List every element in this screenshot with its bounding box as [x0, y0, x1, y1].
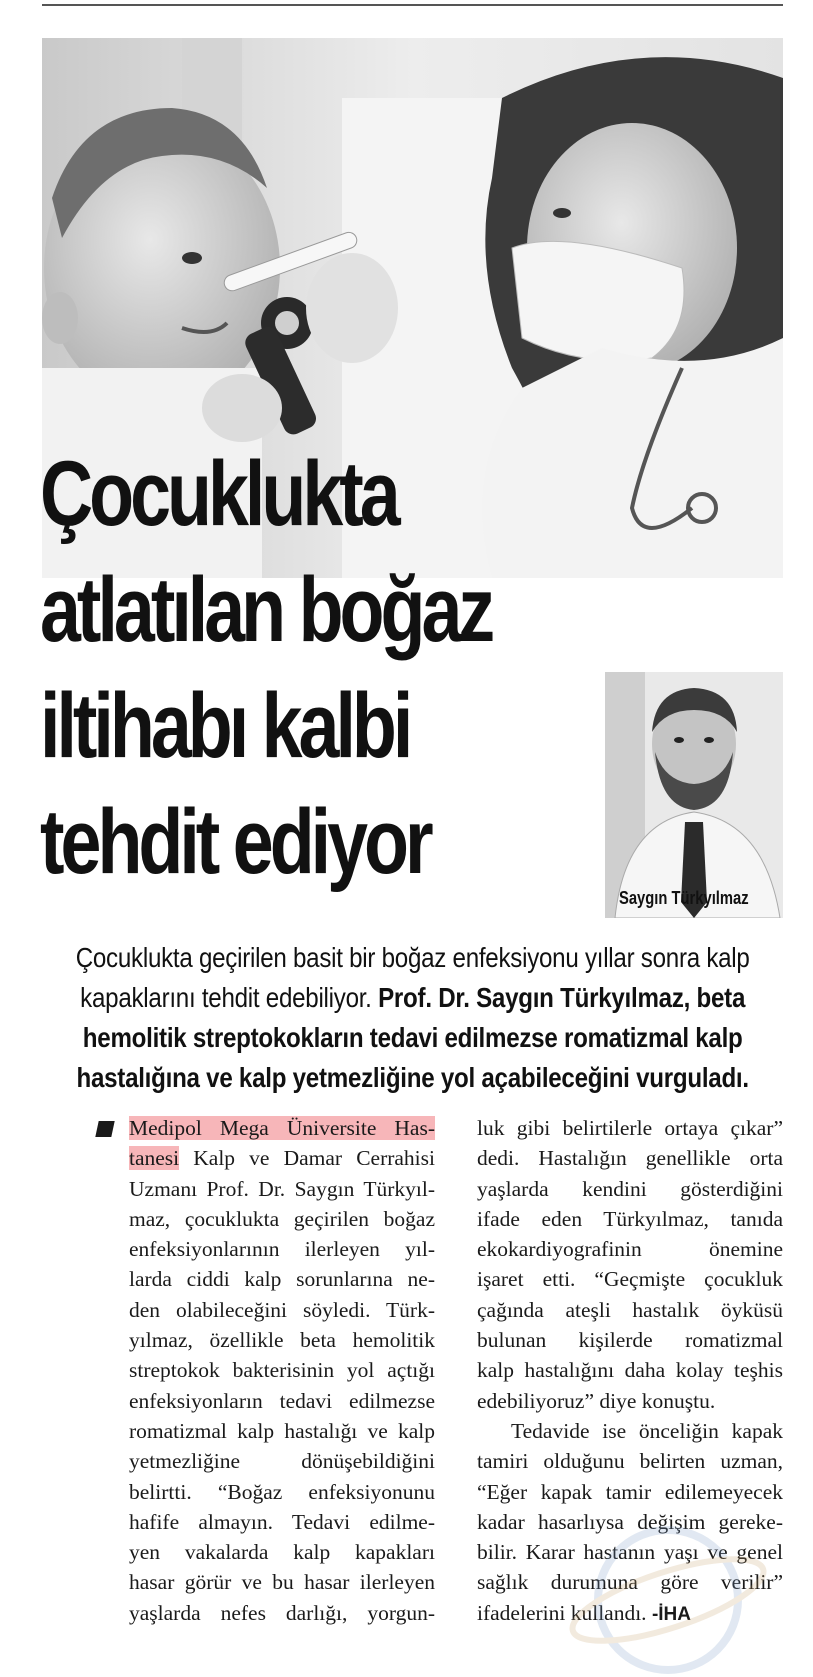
lead-line-4-bold: hastalığına ve kalp yetmezliğine yol açabileceğini vurguladı. — [76, 1062, 749, 1093]
headline — [40, 436, 660, 900]
body-column-left — [129, 1113, 435, 1628]
headline-line-2: atlatılan boğaz — [40, 559, 492, 661]
highlighted-text: tanesi — [129, 1146, 180, 1171]
body-line: yetmezliğine dönüşebildiğini — [129, 1449, 435, 1474]
agency-credit: -İHA — [651, 1603, 691, 1625]
body-line: kadar hasarlıysa değişim gereke- — [477, 1509, 783, 1534]
body-line: tamiri olduğunu belirten uzman, — [477, 1449, 783, 1474]
body-line: yaşlarda kendini gösterdiğini — [477, 1176, 783, 1201]
headline-line-4: tehdit ediyor — [40, 791, 430, 893]
body-line: hafife almayın. Tedavi edilme- — [129, 1509, 435, 1534]
body-line: çağında ateşli hastalık öyküsü — [477, 1297, 783, 1322]
lead-line-3 — [42, 1018, 783, 1058]
body-line: kalp hastalığını daha kolay teşhis — [477, 1358, 783, 1383]
body-line: belirtti. “Boğaz enfeksiyonunu — [129, 1479, 435, 1504]
body-line: romatizmal kalp hastalığı ve kalp — [129, 1418, 435, 1443]
body-text: Kalp ve Damar Cerrahisi — [179, 1146, 435, 1171]
body-line: den olabileceğini söyledi. Türk- — [129, 1297, 435, 1322]
body-line: ifade eden Türkyılmaz, tanıda — [477, 1206, 783, 1231]
body-line: luk gibi belirtilerle ortaya çıkar” — [477, 1116, 783, 1140]
body-line: dedi. Hastalığın genellikle orta — [477, 1146, 783, 1171]
lead-line-3-bold: hemolitik streptokokların tedavi edilmezse romatizmal kalp — [82, 1022, 743, 1053]
body-line: larda ciddi kalp sorunlarına ne- — [129, 1267, 435, 1292]
body-text: ifadelerini kullandı. — [477, 1600, 652, 1625]
lead-line-1: Çocuklukta geçirilen basit bir boğaz enfeksiyonu yıllar sonra kalp — [75, 942, 750, 973]
highlighted-text: Medipol Mega Üniversite Has- — [129, 1116, 435, 1140]
body-line: “Eğer kapak tamir edilemeyecek — [477, 1479, 783, 1504]
body-line — [129, 1143, 435, 1173]
body-line — [129, 1113, 435, 1143]
body-line: enfeksiyonlarının ilerleyen yıl- — [129, 1237, 435, 1262]
body-line: Tedavide ise önceliğin kapak — [511, 1418, 783, 1443]
lead-line-2-normal: kapaklarını tehdit edebiliyor. — [80, 982, 379, 1013]
globe-watermark-icon — [558, 1505, 768, 1675]
body-line: ekokardiyografinin önemine — [477, 1237, 783, 1262]
body-line: bilir. Karar hastanın yaşı ve genel — [477, 1540, 783, 1565]
lead-line-2-bold: Prof. Dr. Saygın Türkyılmaz, beta — [378, 982, 746, 1013]
paragraph-bullet-icon — [95, 1121, 114, 1137]
lead-line-2 — [42, 978, 783, 1018]
body-line: bulunan kişilerde romatizmal — [477, 1328, 783, 1353]
body-line: yaşlarda nefes darlığı, yorgun- — [129, 1600, 435, 1625]
body-line: streptokok bakterisinin yol açtığı — [129, 1358, 435, 1383]
body-line: yılmaz, özellikle beta hemolitik — [129, 1328, 435, 1353]
body-line: edebiliyoruz” diye konuştu. — [477, 1388, 716, 1413]
body-line: enfeksiyonların tedavi edilmezse — [129, 1388, 435, 1413]
lead-line-4 — [42, 1058, 783, 1098]
body-line: hasar görür ve bu hasar ilerleyen — [129, 1570, 435, 1595]
body-line: işaret etti. “Geçmişte çocukluk — [477, 1267, 783, 1292]
body-line: Uzmanı Prof. Dr. Saygın Türkyıl- — [129, 1176, 435, 1201]
portrait-caption: Saygın Türkyılmaz — [619, 888, 749, 908]
headline-line-1: Çocuklukta — [40, 443, 397, 545]
body-line: sağlık durumuna göre verilir” — [477, 1570, 783, 1595]
top-rule — [42, 4, 783, 6]
body-line: maz, çocuklukta geçirilen boğaz — [129, 1206, 435, 1231]
headline-line-3: iltihabı kalbi — [40, 675, 410, 777]
body-line: yen vakalarda kalp kapakları — [129, 1540, 435, 1565]
lead-paragraph — [42, 938, 783, 1098]
